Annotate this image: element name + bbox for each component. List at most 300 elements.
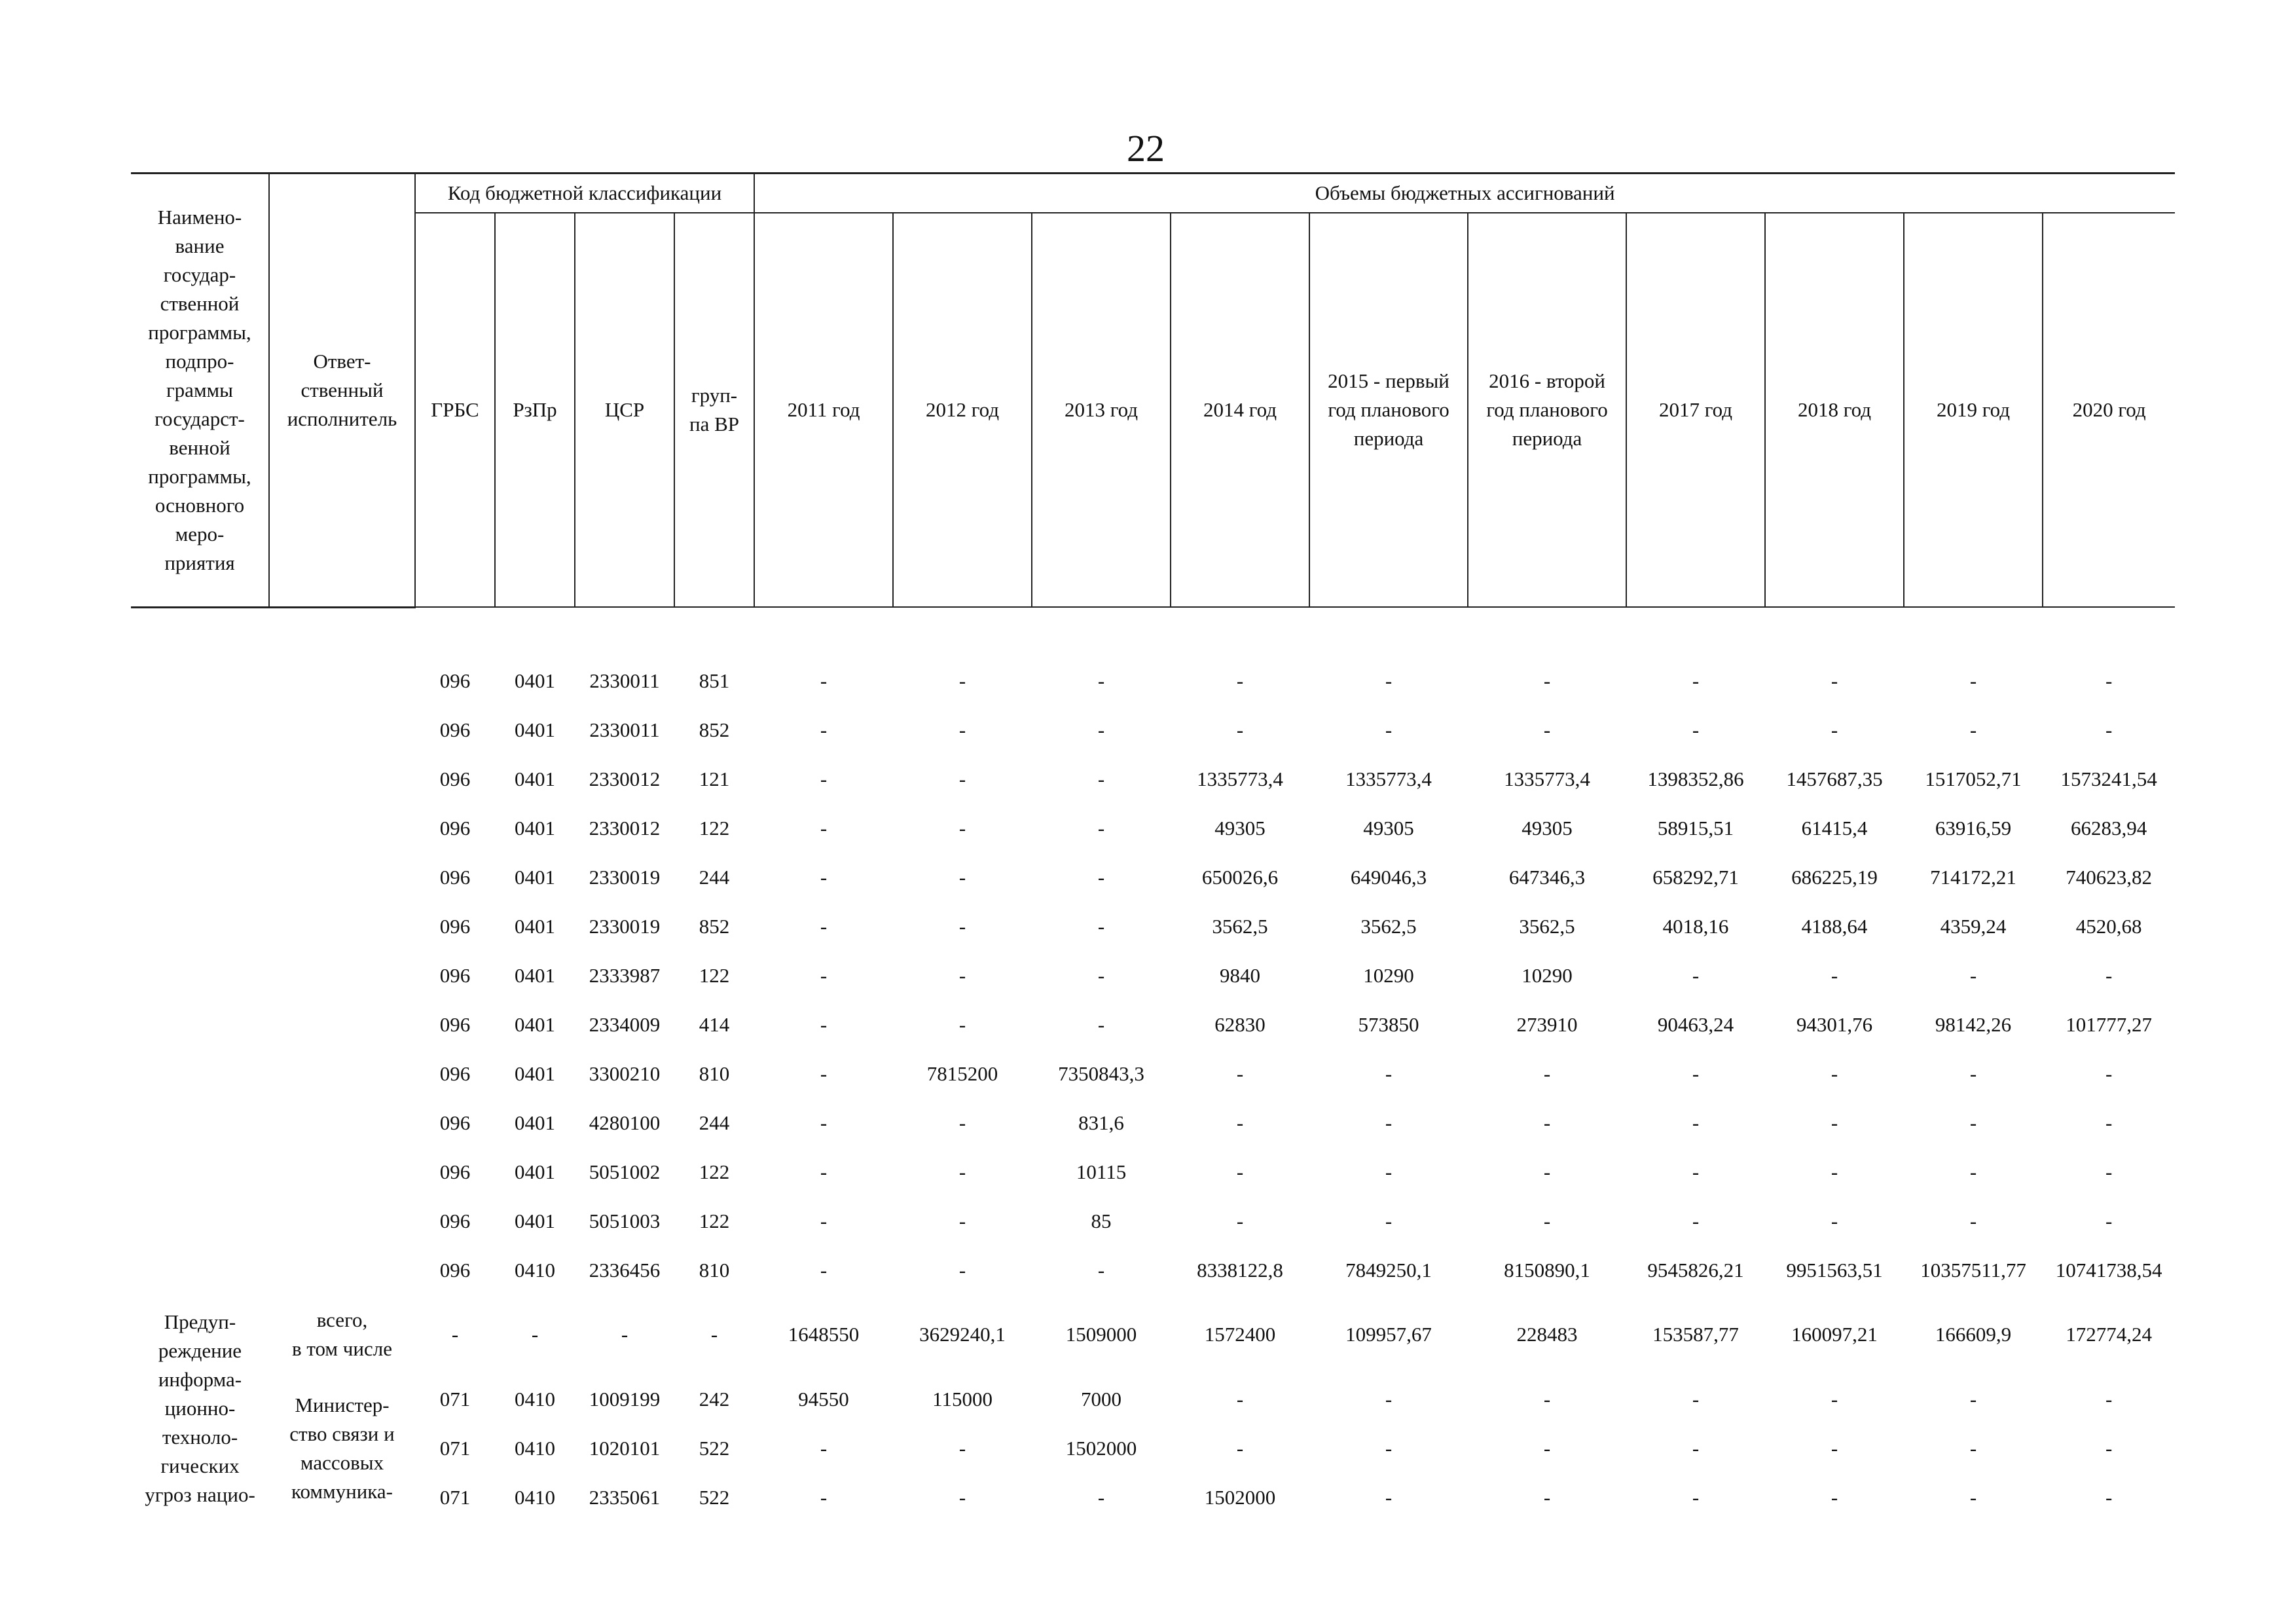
cell-vr: 851 bbox=[699, 669, 730, 692]
row-executor bbox=[269, 902, 415, 951]
cell-value: - bbox=[820, 1209, 828, 1232]
row-executor bbox=[269, 1196, 415, 1246]
cell-value: - bbox=[2105, 1387, 2113, 1411]
budget-table bbox=[131, 172, 2175, 1522]
cell-value: - bbox=[1969, 1111, 1977, 1134]
cell-value: 1335773,4 bbox=[1197, 767, 1283, 790]
cell-value: - bbox=[1692, 1209, 1700, 1232]
cell-value: - bbox=[820, 767, 828, 790]
cell-value: - bbox=[2105, 1485, 2113, 1509]
cell-value: 658292,71 bbox=[1652, 865, 1739, 889]
cell-value: 650026,6 bbox=[1201, 865, 1279, 889]
header-year-5: 2016 - второй год планового периода bbox=[1468, 213, 1626, 607]
row-name bbox=[131, 754, 269, 803]
cell-value: - bbox=[1692, 1387, 1700, 1411]
cell-value: 1648550 bbox=[788, 1323, 860, 1346]
header-executor-column: Ответ- ственный исполнитель bbox=[269, 174, 415, 608]
cell-value: 740623,82 bbox=[2066, 865, 2152, 889]
cell-value: - bbox=[1543, 1160, 1551, 1183]
cell-value: 8338122,8 bbox=[1197, 1258, 1283, 1282]
header-year-2: 2013 год bbox=[1032, 213, 1171, 607]
header-year-9: 2020 год bbox=[2043, 213, 2175, 607]
cell-value: - bbox=[1692, 963, 1700, 987]
row-name bbox=[131, 803, 269, 853]
table-row bbox=[131, 951, 2175, 1000]
cell-value: - bbox=[958, 914, 966, 938]
cell-value: 10290 bbox=[1522, 963, 1573, 987]
cell-rzpr: 0410 bbox=[515, 1436, 555, 1460]
cell-csr: 2330012 bbox=[589, 767, 661, 790]
cell-value: 3629240,1 bbox=[919, 1323, 1006, 1346]
cell-csr: 2334009 bbox=[589, 1012, 661, 1036]
cell-value: - bbox=[1831, 669, 1838, 692]
cell-rzpr: 0401 bbox=[515, 914, 555, 938]
table-body bbox=[131, 607, 2175, 1522]
cell-grbs: 096 bbox=[439, 718, 471, 741]
cell-value: - bbox=[820, 1160, 828, 1183]
cell-value: 63916,59 bbox=[1935, 816, 2012, 840]
cell-value: - bbox=[1831, 1160, 1838, 1183]
cell-vr: 244 bbox=[699, 865, 730, 889]
cell-value: - bbox=[1831, 1387, 1838, 1411]
cell-value: 66283,94 bbox=[2070, 816, 2147, 840]
cell-value: 3562,5 bbox=[1519, 914, 1575, 938]
cell-value: 1335773,4 bbox=[1345, 767, 1432, 790]
cell-value: 1502000 bbox=[1204, 1485, 1276, 1509]
cell-value: - bbox=[958, 1436, 966, 1460]
cell-csr: 5051002 bbox=[589, 1160, 661, 1183]
cell-value: - bbox=[1831, 1111, 1838, 1134]
cell-grbs: 096 bbox=[439, 669, 471, 692]
page-number: 22 bbox=[1127, 127, 1165, 170]
cell-value: 7350843,3 bbox=[1058, 1061, 1144, 1085]
header-code-group: Код бюджетной классификации bbox=[415, 174, 754, 213]
cell-value: 101777,27 bbox=[2066, 1012, 2152, 1036]
cell-value: - bbox=[2105, 1436, 2113, 1460]
cell-value: - bbox=[1543, 1436, 1551, 1460]
cell-value: 4359,24 bbox=[1940, 914, 2007, 938]
header-year-7: 2018 год bbox=[1765, 213, 1904, 607]
cell-value: - bbox=[1385, 1160, 1393, 1183]
cell-value: 62830 bbox=[1214, 1012, 1266, 1036]
cell-value: - bbox=[958, 963, 966, 987]
cell-value: - bbox=[2105, 669, 2113, 692]
row-name bbox=[131, 1246, 269, 1295]
cell-value: - bbox=[1543, 1111, 1551, 1134]
cell-value: 1502000 bbox=[1065, 1436, 1137, 1460]
cell-value: - bbox=[1543, 669, 1551, 692]
cell-value: - bbox=[1969, 1387, 1977, 1411]
spacer-cell bbox=[131, 607, 269, 656]
cell-rzpr: 0401 bbox=[515, 816, 555, 840]
cell-rzpr: 0410 bbox=[515, 1258, 555, 1282]
cell-value: - bbox=[1236, 718, 1244, 741]
cell-value: 647346,3 bbox=[1508, 865, 1586, 889]
cell-value: 8150890,1 bbox=[1504, 1258, 1590, 1282]
cell-value: 4188,64 bbox=[1801, 914, 1868, 938]
spacer-cell bbox=[1626, 607, 1765, 656]
cell-value: - bbox=[958, 1160, 966, 1183]
row-name bbox=[131, 656, 269, 705]
table-row bbox=[131, 1424, 2175, 1473]
cell-vr: 122 bbox=[699, 816, 730, 840]
cell-grbs: 096 bbox=[439, 1012, 471, 1036]
spacer-cell bbox=[1309, 607, 1468, 656]
header-volume-group: Объемы бюджетных ассигнований bbox=[754, 174, 2175, 213]
cell-value: 649046,3 bbox=[1350, 865, 1427, 889]
cell-value: - bbox=[1097, 963, 1105, 987]
cell-csr: 2330011 bbox=[589, 669, 660, 692]
cell-value: 153587,77 bbox=[1652, 1323, 1739, 1346]
cell-value: - bbox=[958, 767, 966, 790]
cell-value: 160097,21 bbox=[1791, 1323, 1878, 1346]
cell-value: - bbox=[1692, 1111, 1700, 1134]
cell-csr: 3300210 bbox=[589, 1061, 661, 1085]
cell-value: - bbox=[1543, 1209, 1551, 1232]
header-columns-row bbox=[131, 213, 2175, 607]
cell-value: 1335773,4 bbox=[1504, 767, 1590, 790]
cell-value: 85 bbox=[1091, 1209, 1112, 1232]
row-executor bbox=[269, 853, 415, 902]
cell-value: - bbox=[820, 1485, 828, 1509]
cell-value: - bbox=[820, 1436, 828, 1460]
cell-value: - bbox=[2105, 718, 2113, 741]
row-executor bbox=[269, 705, 415, 754]
spacer-cell bbox=[1765, 607, 1904, 656]
cell-value: - bbox=[1385, 1111, 1393, 1134]
cell-value: 94550 bbox=[798, 1387, 849, 1411]
cell-value: - bbox=[1692, 1436, 1700, 1460]
spacer-row bbox=[131, 607, 2175, 656]
cell-rzpr: 0410 bbox=[515, 1485, 555, 1509]
row-executor bbox=[269, 1147, 415, 1196]
table-row bbox=[131, 1147, 2175, 1196]
row-executor bbox=[269, 803, 415, 853]
cell-value: 273910 bbox=[1516, 1012, 1578, 1036]
row-name bbox=[131, 1098, 269, 1147]
table-row bbox=[131, 1375, 2175, 1424]
table-row bbox=[131, 902, 2175, 951]
cell-csr: 4280100 bbox=[589, 1111, 661, 1134]
cell-value: - bbox=[958, 1258, 966, 1282]
cell-value: 7000 bbox=[1081, 1387, 1122, 1411]
cell-value: 49305 bbox=[1363, 816, 1414, 840]
spacer-cell bbox=[1904, 607, 2043, 656]
cell-value: - bbox=[958, 1012, 966, 1036]
cell-vr: 810 bbox=[699, 1258, 730, 1282]
cell-value: - bbox=[958, 1485, 966, 1509]
cell-value: 7815200 bbox=[926, 1061, 998, 1085]
cell-vr: 244 bbox=[699, 1111, 730, 1134]
cell-csr: 2335061 bbox=[589, 1485, 661, 1509]
cell-value: - bbox=[1097, 669, 1105, 692]
cell-value: - bbox=[1385, 1485, 1393, 1509]
spacer-cell bbox=[415, 607, 495, 656]
row-name bbox=[131, 1196, 269, 1246]
cell-rzpr: - bbox=[531, 1323, 539, 1346]
cell-value: 49305 bbox=[1522, 816, 1573, 840]
cell-value: - bbox=[820, 1012, 828, 1036]
cell-value: 228483 bbox=[1516, 1323, 1578, 1346]
cell-value: 686225,19 bbox=[1791, 865, 1878, 889]
row-name bbox=[131, 853, 269, 902]
row-name bbox=[131, 902, 269, 951]
cell-value: - bbox=[1969, 669, 1977, 692]
cell-value: - bbox=[1969, 963, 1977, 987]
spacer-cell bbox=[269, 607, 415, 656]
cell-value: - bbox=[1097, 1012, 1105, 1036]
cell-value: 714172,21 bbox=[1930, 865, 2016, 889]
cell-value: - bbox=[820, 1111, 828, 1134]
row-executor bbox=[269, 1000, 415, 1049]
cell-csr: 2330011 bbox=[589, 718, 660, 741]
cell-rzpr: 0401 bbox=[515, 669, 555, 692]
cell-grbs: 071 bbox=[439, 1387, 471, 1411]
cell-csr: 1020101 bbox=[589, 1436, 661, 1460]
spacer-cell bbox=[1468, 607, 1626, 656]
cell-value: - bbox=[1692, 1485, 1700, 1509]
cell-value: 1517052,71 bbox=[1925, 767, 2022, 790]
cell-value: - bbox=[2105, 1061, 2113, 1085]
row-executor bbox=[269, 656, 415, 705]
cell-value: - bbox=[1969, 1061, 1977, 1085]
table-row bbox=[131, 1049, 2175, 1098]
cell-value: - bbox=[1543, 1485, 1551, 1509]
cell-value: - bbox=[1236, 1160, 1244, 1183]
cell-value: - bbox=[1692, 1061, 1700, 1085]
table-row bbox=[131, 1473, 2175, 1522]
cell-vr: 122 bbox=[699, 1160, 730, 1183]
row-executor bbox=[269, 1098, 415, 1147]
cell-vr: 414 bbox=[699, 1012, 730, 1036]
cell-grbs: 096 bbox=[439, 914, 471, 938]
cell-value: - bbox=[1097, 816, 1105, 840]
cell-value: 172774,24 bbox=[2066, 1323, 2152, 1346]
cell-rzpr: 0401 bbox=[515, 1160, 555, 1183]
table-row bbox=[131, 1098, 2175, 1147]
cell-vr: 122 bbox=[699, 1209, 730, 1232]
cell-value: - bbox=[820, 816, 828, 840]
cell-value: - bbox=[2105, 1209, 2113, 1232]
cell-value: 573850 bbox=[1358, 1012, 1419, 1036]
cell-csr: 2333987 bbox=[589, 963, 661, 987]
cell-value: - bbox=[2105, 963, 2113, 987]
cell-vr: 242 bbox=[699, 1387, 730, 1411]
cell-csr: 2336456 bbox=[589, 1258, 661, 1282]
cell-value: - bbox=[1385, 1436, 1393, 1460]
cell-value: - bbox=[1831, 963, 1838, 987]
cell-value: - bbox=[1236, 1209, 1244, 1232]
cell-csr: 2330019 bbox=[589, 865, 661, 889]
cell-value: - bbox=[820, 1258, 828, 1282]
cell-value: 10115 bbox=[1076, 1160, 1127, 1183]
cell-vr: 852 bbox=[699, 914, 730, 938]
cell-vr: 852 bbox=[699, 718, 730, 741]
table-row bbox=[131, 705, 2175, 754]
cell-value: - bbox=[1831, 1061, 1838, 1085]
cell-value: 4018,16 bbox=[1662, 914, 1729, 938]
cell-vr: 122 bbox=[699, 963, 730, 987]
cell-value: - bbox=[1236, 1061, 1244, 1085]
cell-value: 10290 bbox=[1363, 963, 1414, 987]
section-name: Предуп- реждение информа- ционно- техноло- гических угроз нацио- bbox=[145, 1310, 255, 1506]
cell-value: 3562,5 bbox=[1360, 914, 1417, 938]
header-name-column: Наимено- вание государ- ственной программы, подпро- граммы государст- венной программы, основного меро- приятия bbox=[131, 174, 269, 608]
cell-value: - bbox=[1831, 1485, 1838, 1509]
cell-value: - bbox=[1831, 1209, 1838, 1232]
cell-value: 109957,67 bbox=[1345, 1323, 1432, 1346]
cell-value: 166609,9 bbox=[1935, 1323, 2012, 1346]
cell-value: 1573241,54 bbox=[2060, 767, 2157, 790]
cell-grbs: 096 bbox=[439, 1258, 471, 1282]
cell-value: 61415,4 bbox=[1801, 816, 1868, 840]
cell-value: - bbox=[958, 816, 966, 840]
cell-value: - bbox=[958, 865, 966, 889]
cell-value: - bbox=[820, 865, 828, 889]
section-executor: Министер- ство связи и массовых коммуника- bbox=[289, 1393, 395, 1503]
row-executor bbox=[269, 1049, 415, 1098]
cell-value: - bbox=[1831, 1436, 1838, 1460]
cell-value: - bbox=[1385, 1061, 1393, 1085]
cell-value: - bbox=[1385, 1209, 1393, 1232]
cell-grbs: 096 bbox=[439, 1061, 471, 1085]
table-row bbox=[131, 1246, 2175, 1295]
cell-grbs: 096 bbox=[439, 1111, 471, 1134]
cell-rzpr: 0401 bbox=[515, 1061, 555, 1085]
cell-value: - bbox=[1236, 1387, 1244, 1411]
cell-value: 1572400 bbox=[1204, 1323, 1276, 1346]
cell-value: - bbox=[820, 1061, 828, 1085]
cell-value: - bbox=[1236, 1436, 1244, 1460]
cell-rzpr: 0401 bbox=[515, 767, 555, 790]
table-row bbox=[131, 754, 2175, 803]
cell-value: 10357511,77 bbox=[1920, 1258, 2026, 1282]
cell-value: - bbox=[1097, 767, 1105, 790]
cell-grbs: 096 bbox=[439, 816, 471, 840]
header-grbs: ГРБС bbox=[415, 213, 495, 607]
cell-grbs: 071 bbox=[439, 1436, 471, 1460]
cell-value: - bbox=[1236, 669, 1244, 692]
cell-value: 98142,26 bbox=[1935, 1012, 2012, 1036]
section-total-row bbox=[131, 1295, 2175, 1375]
spacer-cell bbox=[1171, 607, 1309, 656]
spacer-cell bbox=[2043, 607, 2175, 656]
row-executor bbox=[269, 1246, 415, 1295]
row-name bbox=[131, 1000, 269, 1049]
cell-value: 115000 bbox=[932, 1387, 993, 1411]
cell-grbs: 096 bbox=[439, 963, 471, 987]
table-row bbox=[131, 853, 2175, 902]
header-year-3: 2014 год bbox=[1171, 213, 1309, 607]
spacer-cell bbox=[1032, 607, 1171, 656]
cell-value: - bbox=[1097, 914, 1105, 938]
cell-csr: 2330019 bbox=[589, 914, 661, 938]
header-rzpr: РзПр bbox=[495, 213, 575, 607]
cell-value: - bbox=[1692, 1160, 1700, 1183]
cell-vr: - bbox=[710, 1323, 718, 1346]
cell-rzpr: 0410 bbox=[515, 1387, 555, 1411]
cell-rzpr: 0401 bbox=[515, 718, 555, 741]
cell-value: - bbox=[820, 963, 828, 987]
header-year-4: 2015 - первый год планового периода bbox=[1309, 213, 1468, 607]
cell-rzpr: 0401 bbox=[515, 865, 555, 889]
cell-value: 58915,51 bbox=[1657, 816, 1734, 840]
row-executor bbox=[269, 754, 415, 803]
cell-value: - bbox=[820, 718, 828, 741]
cell-value: - bbox=[958, 669, 966, 692]
cell-value: - bbox=[958, 718, 966, 741]
cell-value: - bbox=[1097, 865, 1105, 889]
section-total-label: всего, в том числе bbox=[292, 1308, 392, 1360]
cell-value: - bbox=[1969, 1436, 1977, 1460]
cell-value: - bbox=[1692, 669, 1700, 692]
cell-value: 1398352,86 bbox=[1647, 767, 1744, 790]
cell-grbs: 096 bbox=[439, 865, 471, 889]
cell-vr: 810 bbox=[699, 1061, 730, 1085]
cell-value: - bbox=[820, 914, 828, 938]
cell-value: - bbox=[1543, 1061, 1551, 1085]
cell-csr: 2330012 bbox=[589, 816, 661, 840]
row-executor bbox=[269, 951, 415, 1000]
cell-value: 1509000 bbox=[1065, 1323, 1137, 1346]
cell-value: - bbox=[1385, 718, 1393, 741]
cell-value: - bbox=[1969, 1160, 1977, 1183]
cell-value: - bbox=[820, 669, 828, 692]
cell-value: - bbox=[1969, 1209, 1977, 1232]
cell-value: - bbox=[1543, 1387, 1551, 1411]
spacer-cell bbox=[674, 607, 754, 656]
spacer-cell bbox=[893, 607, 1032, 656]
cell-value: - bbox=[1097, 1258, 1105, 1282]
row-name bbox=[131, 705, 269, 754]
cell-vr: 522 bbox=[699, 1485, 730, 1509]
cell-value: 7849250,1 bbox=[1345, 1258, 1432, 1282]
cell-value: - bbox=[1097, 1485, 1105, 1509]
table-row bbox=[131, 1000, 2175, 1049]
cell-value: - bbox=[1385, 669, 1393, 692]
spacer-cell bbox=[575, 607, 674, 656]
cell-value: - bbox=[1385, 1387, 1393, 1411]
header-year-6: 2017 год bbox=[1626, 213, 1765, 607]
cell-value: 9545826,21 bbox=[1647, 1258, 1744, 1282]
cell-value: - bbox=[1692, 718, 1700, 741]
cell-value: - bbox=[958, 1111, 966, 1134]
cell-grbs: 071 bbox=[439, 1485, 471, 1509]
cell-vr: 522 bbox=[699, 1436, 730, 1460]
cell-value: 4520,68 bbox=[2075, 914, 2142, 938]
header-year-1: 2012 год bbox=[893, 213, 1032, 607]
cell-value: - bbox=[2105, 1160, 2113, 1183]
cell-value: - bbox=[1097, 718, 1105, 741]
header-csr: ЦСР bbox=[575, 213, 674, 607]
cell-value: 831,6 bbox=[1078, 1111, 1124, 1134]
cell-vr: 121 bbox=[699, 767, 730, 790]
header-vr: груп- па ВР bbox=[674, 213, 754, 607]
cell-value: 1457687,35 bbox=[1786, 767, 1883, 790]
cell-grbs: 096 bbox=[439, 1160, 471, 1183]
cell-value: 10741738,54 bbox=[2055, 1258, 2162, 1282]
cell-csr: - bbox=[621, 1323, 629, 1346]
spacer-cell bbox=[495, 607, 575, 656]
cell-csr: 5051003 bbox=[589, 1209, 661, 1232]
cell-value: 9840 bbox=[1220, 963, 1261, 987]
cell-rzpr: 0401 bbox=[515, 1111, 555, 1134]
cell-value: 90463,24 bbox=[1657, 1012, 1734, 1036]
cell-rzpr: 0401 bbox=[515, 1209, 555, 1232]
cell-grbs: 096 bbox=[439, 1209, 471, 1232]
cell-csr: 1009199 bbox=[589, 1387, 661, 1411]
cell-value: 49305 bbox=[1214, 816, 1266, 840]
